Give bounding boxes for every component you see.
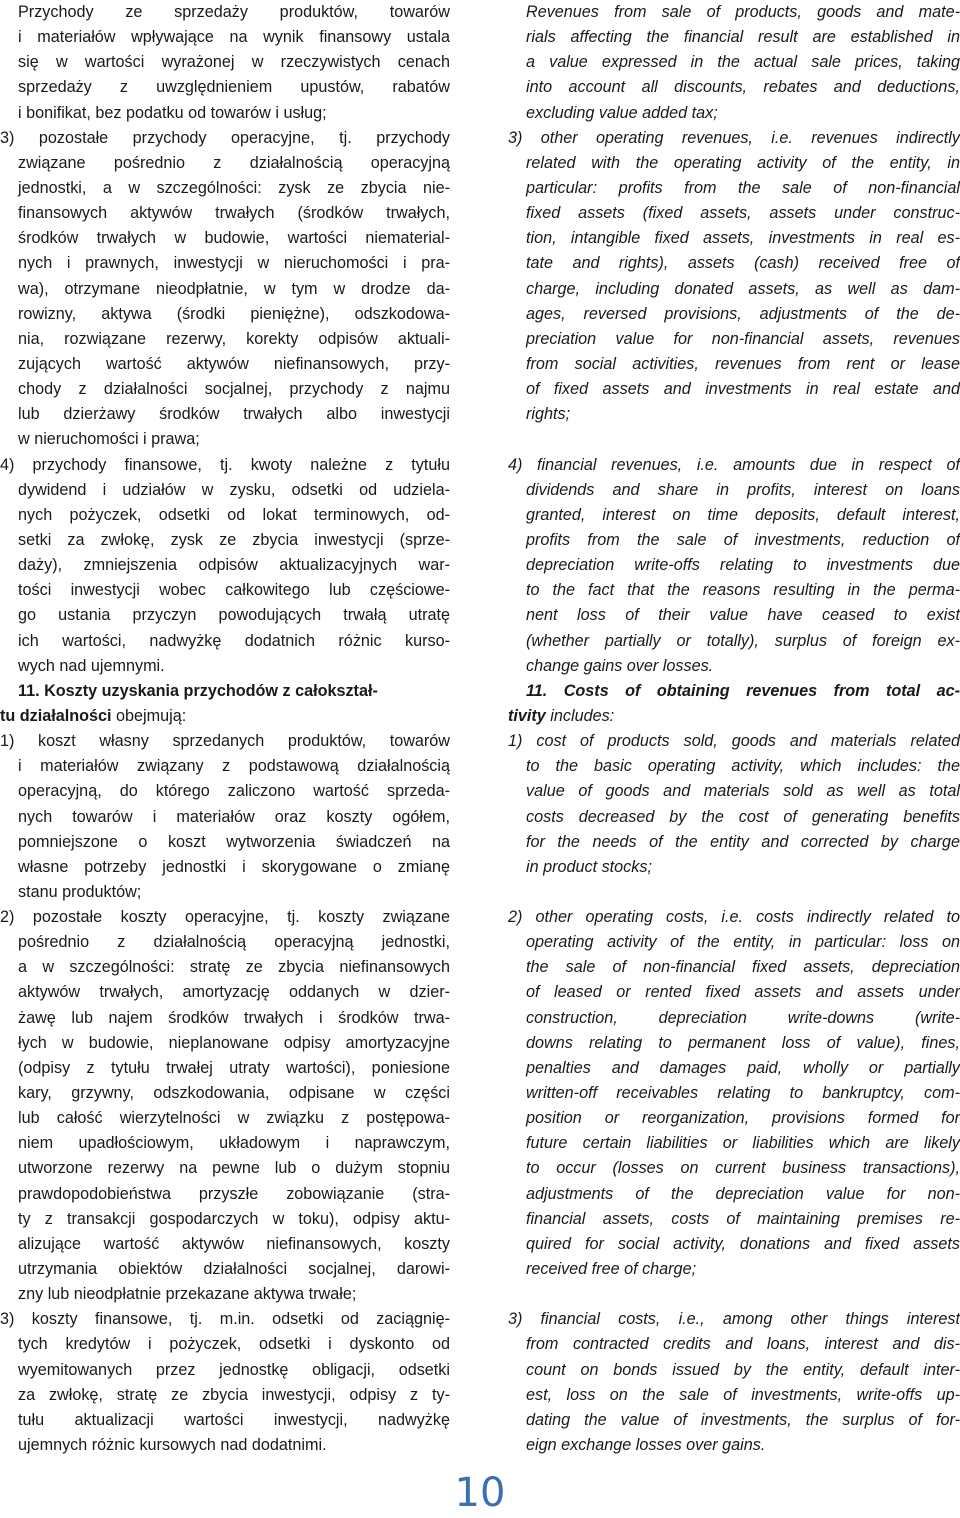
paragraph-gap — [508, 1282, 960, 1307]
text-line — [0, 352, 450, 377]
line-text: position or reorganization, provisions formed for — [526, 1109, 960, 1128]
line-text: dating the value of investments, the surplus of for- — [526, 1410, 960, 1429]
text-line — [508, 75, 960, 100]
text-line — [508, 1257, 960, 1282]
text-line — [0, 1056, 450, 1081]
line-text: value of goods and materials sold as well as total — [526, 782, 960, 801]
text-line — [508, 1307, 960, 1332]
text-line — [0, 880, 450, 905]
text-line — [508, 1031, 960, 1056]
line-text: preciation value for non-financial assets, revenues — [526, 329, 960, 348]
text-line — [508, 503, 960, 528]
text-line — [0, 1156, 450, 1181]
text-line — [0, 553, 450, 578]
line-text: 11. Costs of obtaining revenues from total ac- — [526, 681, 960, 700]
line-text: 3) financial costs, i.e., among other things interest — [508, 1310, 960, 1329]
line-text: 3) koszty finansowe, tj. m.in. odsetki od zaciągnię- — [0, 1310, 450, 1329]
text-line — [0, 302, 450, 327]
text-line — [508, 1433, 960, 1458]
text-line — [508, 327, 960, 352]
line-text: of leased or rented fixed assets and assets under — [526, 983, 960, 1002]
line-text: ages, reversed provisions, adjustments of the de- — [526, 304, 960, 323]
text-line — [0, 151, 450, 176]
line-text: za zwłokę, stratę ze zbycia inwestycji, odpisy z ty- — [18, 1385, 450, 1404]
text-line — [0, 478, 450, 503]
line-text: wych nad ujemnymi. — [18, 656, 165, 675]
line-text: operating activity of the entity, in particular: loss on — [526, 933, 960, 952]
line-text: jednostki, a w szczególności: zysk ze zbycia nie- — [18, 178, 450, 197]
line-text: wa), otrzymane nieodpłatnie, w tym w drodze da- — [18, 279, 450, 298]
line-text: w nieruchomości i prawa; — [18, 430, 200, 449]
text-line — [0, 754, 450, 779]
text-line — [508, 1006, 960, 1031]
text-line — [508, 855, 960, 880]
line-text: go ustania przyczyn powodujących trwałą utratę — [18, 606, 450, 625]
line-text: lub całość wierzytelności w związku z postępowa- — [18, 1109, 450, 1128]
text-line — [508, 126, 960, 151]
line-text: 2) pozostałe koszty operacyjne, tj. koszty związane — [0, 908, 450, 927]
line-text: granted, interest on time deposits, default interest, — [526, 505, 960, 524]
line-text: nent loss of their value have ceased to exist — [526, 606, 960, 625]
text-line — [508, 1182, 960, 1207]
line-text: of fixed assets and investments in real estate and — [526, 380, 960, 399]
text-line — [508, 1383, 960, 1408]
line-text: 1) cost of products sold, goods and materials related — [508, 732, 960, 751]
text-line — [0, 1081, 450, 1106]
text-line — [0, 1282, 450, 1307]
line-text: żawę lub najem środków trwałych i środków trwa- — [18, 1008, 450, 1027]
line-text: stanu produktów; — [18, 882, 142, 901]
text-line — [508, 25, 960, 50]
text-line — [508, 201, 960, 226]
line-text: środków trwałych w budowie, wartości niematerial- — [18, 229, 450, 248]
text-line — [0, 25, 450, 50]
line-text: dywidend i udziałów w zysku, odsetki od udziela- — [18, 480, 450, 499]
text-line — [508, 101, 960, 126]
text-line — [0, 327, 450, 352]
text-line — [0, 629, 450, 654]
line-text: tości inwestycji wobec całkowitego lub częściowe- — [18, 581, 450, 600]
text-line — [508, 1232, 960, 1257]
text-line — [508, 830, 960, 855]
line-text: adjustments of the depreciation value for non- — [526, 1184, 960, 1203]
line-text: fixed assets (fixed assets, assets under construc- — [526, 204, 960, 223]
text-line — [508, 1207, 960, 1232]
line-text: utrzymania obiektów działalności socjalnej, darowi- — [18, 1260, 450, 1279]
line-text: zujących wartość aktywów niefinansowych, przy- — [18, 354, 450, 373]
line-text: finansowych aktywów trwałych (środków trwałych, — [18, 204, 450, 223]
line-text: 2) other operating costs, i.e. costs indirectly related to — [508, 908, 960, 927]
line-text: sprzedaży z uwzględnieniem upustów, rabatów — [18, 78, 450, 97]
text-line — [0, 930, 450, 955]
line-text: daży), zmniejszenia odpisów aktualizacyjnych war- — [18, 556, 450, 575]
text-line — [0, 126, 450, 151]
line-text: związane pośrednio z działalnością operacyjną — [18, 153, 450, 172]
text-line — [508, 277, 960, 302]
line-text: from social activities, revenues from rent or lease — [526, 354, 960, 373]
line-text: łych w budowie, nieplanowane odpisy amortyzacyjne — [18, 1033, 450, 1052]
line-text: aktywów trwałych, amortyzację oddanych w dzier- — [18, 983, 450, 1002]
text-line — [0, 226, 450, 251]
line-text: 3) pozostałe przychody operacyjne, tj. przychody — [0, 128, 450, 147]
line-text: lub dzierżawy środków trwałych albo inwestycji — [18, 405, 450, 424]
text-line — [0, 603, 450, 628]
text-line — [508, 1332, 960, 1357]
line-text: future certain liabilities or liabilities which are likely — [526, 1134, 960, 1153]
line-text: from contracted credits and loans, interest and dis- — [526, 1335, 960, 1354]
line-text: pośrednio z działalnością operacyjną jednostki, — [18, 933, 450, 952]
line-text: nych i prawnych, inwestycji w nieruchomości i pra- — [18, 254, 450, 273]
text-line — [508, 402, 960, 427]
line-text: rights; — [526, 405, 571, 424]
line-text: pomniejszone o koszt wytworzenia świadczeń na — [18, 832, 450, 851]
text-line — [508, 905, 960, 930]
line-text: depreciation write-offs relating to investments due — [526, 556, 960, 575]
text-line — [0, 1207, 450, 1232]
line-text: ich wartości, nadwyżkę dodatnich różnic kurso- — [18, 631, 450, 650]
text-line — [0, 1332, 450, 1357]
line-text: tivity — [508, 706, 546, 725]
text-line — [0, 1257, 450, 1282]
text-line — [0, 528, 450, 553]
text-line — [0, 1031, 450, 1056]
line-text: ty z transakcji gospodarczych w toku), odpisy aktu- — [18, 1209, 450, 1228]
text-line — [0, 855, 450, 880]
text-line — [508, 1081, 960, 1106]
line-text: operacyjną, do którego zaliczono wartość sprzeda- — [18, 782, 450, 801]
line-text: quired for social activity, donations and fixed assets — [526, 1234, 960, 1253]
text-line — [0, 1006, 450, 1031]
line-text: in product stocks; — [526, 857, 652, 876]
text-line — [0, 654, 450, 679]
line-text: i materiałów wpływające na wynik finansowy ustala — [18, 28, 450, 47]
line-text: niem upadłościowym, układowym i naprawczym, — [18, 1134, 450, 1153]
line-text: to the basic operating activity, which includes: the — [526, 757, 960, 776]
text-line — [508, 1131, 960, 1156]
line-text: i bonifikat, bez podatku od towarów i usług; — [18, 103, 327, 122]
line-text: charge, including donated assets, as well as dam- — [526, 279, 960, 298]
line-text: prawdopodobieństwa przyszłe zobowiązanie (stra- — [18, 1184, 450, 1203]
line-text: tych kredytów i pożyczek, odsetki i dyskonto od — [18, 1335, 450, 1354]
text-line — [508, 1358, 960, 1383]
text-line — [508, 553, 960, 578]
line-text: nych pożyczek, odsetki od lokat terminowych, od- — [18, 505, 450, 524]
text-line — [508, 578, 960, 603]
line-text-continuation: obejmują: — [111, 706, 187, 725]
text-line — [508, 805, 960, 830]
line-text: the sale of non-financial fixed assets, depreciation — [526, 958, 960, 977]
text-line — [0, 1433, 450, 1458]
line-text: excluding value added tax; — [526, 103, 718, 122]
line-text: received free of charge; — [526, 1260, 697, 1279]
text-line — [508, 779, 960, 804]
text-line — [0, 50, 450, 75]
text-line — [508, 654, 960, 679]
line-text: utworzone rezerwy na pewne lub o dużym stopniu — [18, 1159, 450, 1178]
text-line — [0, 830, 450, 855]
section-heading-line — [508, 704, 960, 729]
text-line — [0, 805, 450, 830]
line-text: 11. Koszty uzyskania przychodów z całokształ- — [18, 681, 378, 700]
text-line — [0, 1232, 450, 1257]
line-text: kary, grzywny, odszkodowania, odpisane w części — [18, 1084, 450, 1103]
section-heading-line — [0, 679, 450, 704]
line-text: nia, rozwiązane rezerwy, korekty odpisów aktuali- — [18, 329, 450, 348]
line-text: to the fact that the reasons resulting in the perma- — [526, 581, 960, 600]
text-line — [508, 151, 960, 176]
text-line — [0, 101, 450, 126]
line-text: to occur (losses on current business transactions), — [526, 1159, 960, 1178]
text-line — [508, 377, 960, 402]
text-line — [508, 1106, 960, 1131]
line-text: into account all discounts, rebates and deductions, — [526, 78, 960, 97]
line-text: tion, intangible fixed assets, investments in real es- — [526, 229, 960, 248]
text-line — [508, 1408, 960, 1433]
paragraph-gap — [508, 880, 960, 905]
text-line — [508, 302, 960, 327]
line-text: a w szczególności: stratę ze zbycia niefinansowych — [18, 958, 450, 977]
line-text: nych towarów i materiałów oraz koszty ogółem, — [18, 807, 450, 826]
line-text: a value expressed in the actual sale prices, taking — [526, 53, 960, 72]
text-line — [0, 251, 450, 276]
text-line — [0, 578, 450, 603]
text-line — [0, 905, 450, 930]
line-text: change gains over losses. — [526, 656, 714, 675]
line-text: ujemnych różnic kursowych nad dodatnimi. — [18, 1436, 327, 1455]
text-line — [508, 1156, 960, 1181]
text-line — [508, 980, 960, 1005]
text-line — [508, 955, 960, 980]
section-heading-line — [508, 679, 960, 704]
text-line — [508, 754, 960, 779]
line-text: Revenues from sale of products, goods and mate- — [526, 3, 960, 21]
line-text: i materiałów związany z podstawową działalnością — [18, 757, 450, 776]
line-text: rials affecting the financial result are established in — [526, 28, 960, 47]
line-text: chody z działalności socjalnej, przychody z najmu — [18, 380, 450, 399]
text-line — [0, 453, 450, 478]
line-text: się w wartości wyrażonej w rzeczywistych cenach — [18, 53, 450, 72]
english-column — [508, 0, 960, 1458]
line-text: 4) przychody finansowe, tj. kwoty należne z tytułu — [0, 455, 450, 474]
line-text: tułu aktualizacji wartości inwestycji, nadwyżkę — [18, 1410, 450, 1429]
text-line — [508, 226, 960, 251]
line-text: penalties and damages paid, wholly or partially — [526, 1058, 960, 1077]
text-line — [508, 629, 960, 654]
line-text: related with the operating activity of the entity, in — [526, 153, 960, 172]
text-line — [0, 503, 450, 528]
text-line — [0, 779, 450, 804]
line-text: for the needs of the entity and corrected by charge — [526, 832, 960, 851]
text-line — [0, 1307, 450, 1332]
line-text: (odpisy z tytułu trwałej utraty wartości), poniesione — [18, 1058, 450, 1077]
text-line — [0, 1383, 450, 1408]
line-text: Przychody ze sprzedaży produktów, towarów — [18, 3, 450, 21]
text-line — [0, 1408, 450, 1433]
line-text: 3) other operating revenues, i.e. revenues indirectly — [508, 128, 960, 147]
text-line — [508, 930, 960, 955]
text-line — [508, 0, 960, 25]
text-line — [508, 528, 960, 553]
line-text: tu działalności — [0, 706, 112, 725]
line-text: wyemitowanych przez jednostkę obligacji, odsetki — [18, 1360, 450, 1379]
line-text: count on bonds issued by the entity, default inter- — [526, 1360, 960, 1379]
line-text: rowizny, aktywa (środki pieniężne), odszkodowa- — [18, 304, 450, 323]
text-line — [0, 955, 450, 980]
line-text: profits from the sale of investments, reduction of — [526, 530, 960, 549]
line-text: 1) koszt własny sprzedanych produktów, towarów — [0, 732, 450, 751]
line-text: (whether partially or totally), surplus of foreign ex- — [526, 631, 960, 650]
text-line — [0, 1358, 450, 1383]
polish-column — [0, 0, 450, 1458]
text-line — [508, 50, 960, 75]
text-line — [0, 402, 450, 427]
text-line — [0, 1182, 450, 1207]
text-line — [0, 729, 450, 754]
text-line — [0, 201, 450, 226]
line-text: construction, depreciation write-downs (write- — [526, 1008, 960, 1027]
line-text: written-off receivables relating to bankruptcy, com- — [526, 1084, 960, 1103]
line-text: tate and rights), assets (cash) received free of — [526, 254, 960, 273]
line-text: 4) financial revenues, i.e. amounts due in respect of — [508, 455, 960, 474]
text-line — [0, 427, 450, 452]
text-line — [0, 176, 450, 201]
text-line — [0, 980, 450, 1005]
page-number: 10 — [454, 1470, 506, 1516]
line-text: est, loss on the sale of investments, write-offs up- — [526, 1385, 960, 1404]
text-line — [0, 0, 450, 25]
line-text: alizujące wartość aktywów niefinansowych, koszty — [18, 1234, 450, 1253]
text-line — [508, 251, 960, 276]
text-line — [508, 453, 960, 478]
text-line — [0, 377, 450, 402]
line-text: eign exchange losses over gains. — [526, 1436, 766, 1455]
text-line — [508, 352, 960, 377]
line-text: dividends and share in profits, interest on loans — [526, 480, 960, 499]
line-text: financial assets, costs of maintaining premises re- — [526, 1209, 960, 1228]
line-text: własne potrzeby jednostki i skorygowane o zmianę — [18, 857, 450, 876]
text-line — [508, 478, 960, 503]
text-line — [508, 1056, 960, 1081]
section-heading-line — [0, 704, 450, 729]
line-text: downs relating to permanent loss of value), fines, — [526, 1033, 960, 1052]
line-text: setki za zwłokę, zysk ze zbycia inwestycji (sprze- — [18, 530, 450, 549]
text-line — [0, 1131, 450, 1156]
line-text: particular: profits from the sale of non-financial — [526, 178, 960, 197]
text-line — [0, 277, 450, 302]
text-line — [508, 603, 960, 628]
line-text-continuation: includes: — [545, 706, 615, 725]
text-line — [508, 729, 960, 754]
paragraph-gap — [508, 427, 960, 452]
text-line — [0, 1106, 450, 1131]
line-text: costs decreased by the cost of generating benefits — [526, 807, 960, 826]
text-line — [508, 176, 960, 201]
line-text: zny lub nieodpłatnie przekazane aktywa trwałe; — [18, 1285, 357, 1304]
text-line — [0, 75, 450, 100]
